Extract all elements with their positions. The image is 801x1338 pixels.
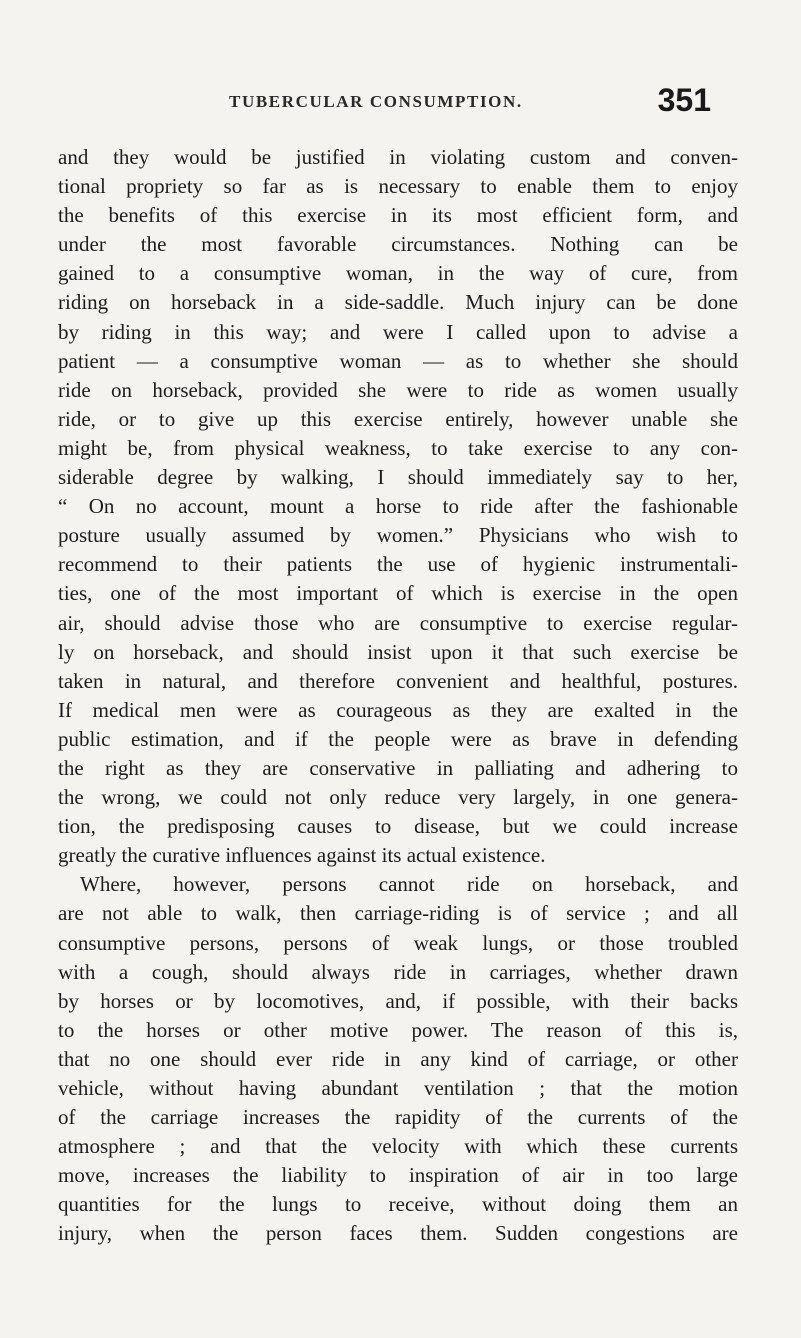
text-line: by horses or by locomotives, and, if possible, with their backs [58, 988, 738, 1013]
text-line: under the most favorable circumstances. Nothing can be [58, 232, 738, 257]
text-line: ties, one of the most important of which is exercise in the open [58, 581, 738, 606]
text-line: gained to a consumptive woman, in the way of cure, from [58, 261, 738, 286]
text-line: injury, when the person faces them. Sudden congestions are [58, 1221, 738, 1246]
body-text [58, 143, 738, 1249]
text-line: the right as they are conservative in palliating and adhering to [58, 755, 738, 780]
text-line: with a cough, should always ride in carriages, whether drawn [58, 959, 738, 984]
text-line: Where, however, persons cannot ride on horseback, and [80, 872, 738, 897]
text-line: by riding in this way; and were I called upon to advise a [58, 319, 738, 344]
text-line: air, should advise those who are consumptive to exercise regular- [58, 610, 738, 635]
text-line: to the horses or other motive power. The reason of this is, [58, 1017, 738, 1042]
text-line: atmosphere ; and that the velocity with which these currents [58, 1134, 738, 1159]
page-header [64, 84, 711, 124]
text-line: If medical men were as courageous as they are exalted in the [58, 697, 738, 722]
text-line: “ On no account, mount a horse to ride after the fashionable [58, 494, 738, 519]
text-line: posture usually assumed by women.” Physicians who wish to [58, 523, 738, 548]
text-line: ride, or to give up this exercise entirely, however unable she [58, 406, 738, 431]
text-line: the benefits of this exercise in its most efficient form, and [58, 203, 738, 228]
text-line: the wrong, we could not only reduce very largely, in one genera- [58, 785, 738, 810]
text-line: are not able to walk, then carriage-riding is of service ; and all [58, 901, 738, 926]
text-line: move, increases the liability to inspiration of air in too large [58, 1163, 738, 1188]
text-line: riding on horseback in a side-saddle. Much injury can be done [58, 290, 738, 315]
text-line: vehicle, without having abundant ventilation ; that the motion [58, 1076, 738, 1100]
text-line: ly on horseback, and should insist upon it that such exercise be [58, 639, 738, 664]
text-line: siderable degree by walking, I should immediately say to her, [58, 465, 738, 490]
text-line: recommend to their patients the use of hygienic instrumentali- [58, 552, 738, 577]
text-line: patient — a consumptive woman — as to whether she should [58, 348, 738, 373]
text-line: and they would be justified in violating custom and conven- [58, 145, 738, 169]
text-line: public estimation, and if the people were as brave in defending [58, 726, 738, 751]
text-line: tion, the predisposing causes to disease, but we could increase [58, 814, 738, 839]
text-line: taken in natural, and therefore convenient and healthful, postures. [58, 668, 738, 693]
text-line: greatly the curative influences against its actual existence. [58, 843, 546, 868]
text-line: that no one should ever ride in any kind of carriage, or other [58, 1046, 738, 1071]
text-line: consumptive persons, persons of weak lungs, or those troubled [58, 930, 738, 955]
text-line: tional propriety so far as is necessary to enable them to enjoy [58, 174, 738, 199]
text-line: of the carriage increases the rapidity of the currents of the [58, 1105, 738, 1130]
page-number: 351 [657, 82, 711, 118]
text-line: might be, from physical weakness, to take exercise to any con- [58, 435, 738, 460]
text-line: quantities for the lungs to receive, without doing them an [58, 1192, 738, 1217]
text-line: ride on horseback, provided she were to ride as women usually [58, 377, 738, 402]
running-title: TUBERCULAR CONSUMPTION. [229, 92, 523, 111]
